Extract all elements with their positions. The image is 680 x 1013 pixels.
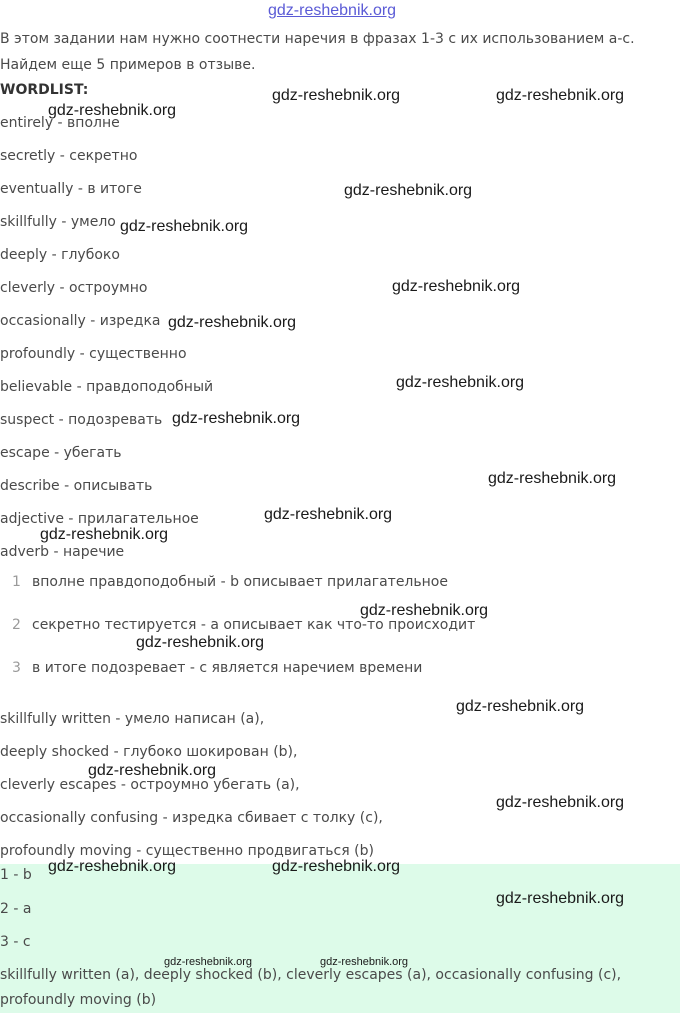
wordlist-item: adverb - наречие [0, 544, 125, 560]
watermark: gdz-reshebnik.org [88, 762, 217, 779]
watermark: gdz-reshebnik.org [320, 956, 409, 968]
numbered-item: секретно тестируется - a описывает как что-то происходит [32, 617, 476, 633]
wordlist-item: describe - описывать [0, 478, 153, 494]
watermark-link[interactable]: gdz-reshebnik.org [268, 2, 397, 19]
wordlist-item: escape - убегать [0, 445, 122, 461]
answer-line: 2 - a [0, 901, 32, 917]
watermark: gdz-reshebnik.org [488, 470, 617, 487]
numbered-item: в итоге подозревает - c является наречием времени [32, 660, 423, 676]
watermark: gdz-reshebnik.org [496, 794, 625, 811]
watermark: gdz-reshebnik.org [168, 314, 297, 331]
numbered-item: вполне правдоподобный - b описывает прилагательное [32, 574, 448, 590]
watermark: gdz-reshebnik.org [172, 410, 301, 427]
answer-line: 3 - c [0, 934, 31, 950]
intro-line-2: Найдем еще 5 примеров в отзыве. [0, 57, 256, 73]
numbered-index: 2 [12, 617, 21, 633]
intro-line-1: В этом задании нам нужно соотнести наречия в фразах 1-3 с их использованием a-c. [0, 31, 635, 47]
watermark: gdz-reshebnik.org [392, 278, 521, 295]
answer-summary: profoundly moving (b) [0, 992, 157, 1008]
numbered-index: 3 [12, 660, 21, 676]
example-line: skillfully written - умело написан (a), [0, 711, 265, 727]
wordlist-item: believable - правдоподобный [0, 379, 214, 395]
watermark: gdz-reshebnik.org [272, 858, 401, 875]
watermark: gdz-reshebnik.org [48, 858, 177, 875]
watermark: gdz-reshebnik.org [360, 602, 489, 619]
wordlist-item: skillfully - умело [0, 214, 116, 230]
wordlist-item: entirely - вполне [0, 115, 120, 131]
watermark: gdz-reshebnik.org [344, 182, 473, 199]
wordlist-item: cleverly - остроумно [0, 280, 148, 296]
watermark: gdz-reshebnik.org [120, 218, 249, 235]
watermark: gdz-reshebnik.org [272, 87, 401, 104]
example-line: profoundly moving - существенно продвигаться (b) [0, 843, 374, 859]
wordlist-item: occasionally - изредка [0, 313, 161, 329]
wordlist-item: deeply - глубоко [0, 247, 120, 263]
watermark: gdz-reshebnik.org [456, 698, 585, 715]
watermark: gdz-reshebnik.org [496, 87, 625, 104]
watermark: gdz-reshebnik.org [496, 890, 625, 907]
example-line: occasionally confusing - изредка сбивает с толку (c), [0, 810, 383, 826]
watermark: gdz-reshebnik.org [40, 526, 169, 543]
watermark: gdz-reshebnik.org [164, 956, 253, 968]
watermark: gdz-reshebnik.org [264, 506, 393, 523]
wordlist-item: eventually - в итоге [0, 181, 142, 197]
wordlist-item: profoundly - существенно [0, 346, 187, 362]
answer-box [0, 864, 680, 1013]
watermark: gdz-reshebnik.org [48, 102, 177, 119]
watermark: gdz-reshebnik.org [396, 374, 525, 391]
watermark: gdz-reshebnik.org [136, 634, 265, 651]
answer-line: 1 - b [0, 867, 32, 883]
wordlist-item: secretly - секретно [0, 148, 138, 164]
answer-summary: skillfully written (a), deeply shocked (b), cleverly escapes (a), occasionally confusing (c), [0, 967, 622, 983]
numbered-index: 1 [12, 574, 21, 590]
example-line: deeply shocked - глубоко шокирован (b), [0, 744, 298, 760]
wordlist-item: adjective - прилагательное [0, 511, 199, 527]
example-line: cleverly escapes - остроумно убегать (a), [0, 777, 300, 793]
wordlist-item: suspect - подозревать [0, 412, 163, 428]
wordlist-heading: WORDLIST: [0, 82, 89, 98]
